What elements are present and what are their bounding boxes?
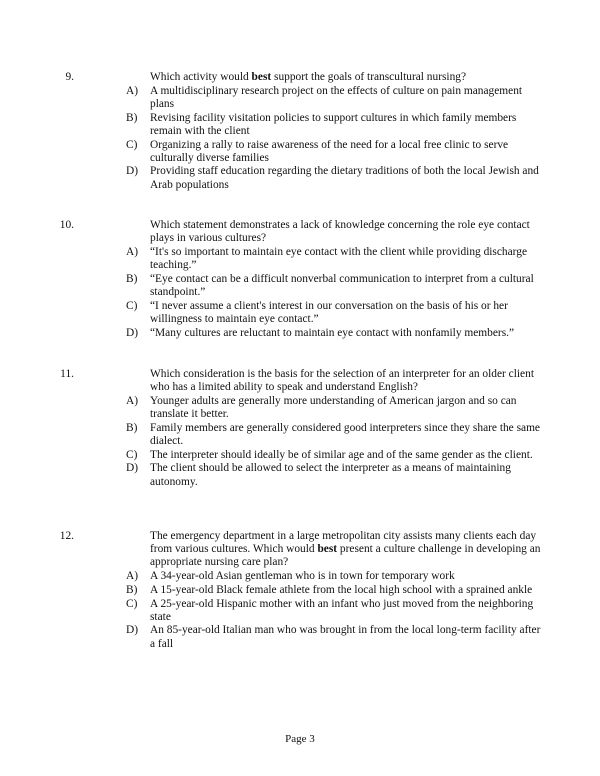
question-number: 11. [60,368,74,380]
option-d [0,624,546,650]
question-number: 10. [59,219,74,231]
option-d [0,462,546,488]
stem-text-part: Which statement demonstrates a lack of knowledge concerning the role eye contact plays in various cultures? [150,219,530,245]
option-label: C) [126,138,138,151]
option-label: D) [126,326,139,339]
stem-emphasis: best [317,543,338,556]
option-text: A 15-year-old Black female athlete from the local high school with a sprained ankle [150,583,533,596]
question-stem [0,530,546,570]
option-text: An 85-year-old Italian man who was brought in from the local long-term facility after a fall [150,624,541,650]
option-text: A 34-year-old Asian gentleman who is in town for temporary work [150,570,455,583]
option-text: Younger adults are generally more understanding of American jargon and so can translate it better. [150,394,517,421]
option-a [0,246,546,272]
question-number: 12. [59,530,74,542]
question-10 [0,219,600,340]
question-11 [0,368,600,489]
option-label: A) [126,394,139,407]
question-number: 9. [65,71,74,83]
stem-text-part: Which activity would [150,71,252,83]
option-label: C) [126,597,138,610]
option-c [0,449,546,462]
option-label: C) [126,299,138,312]
option-text: A multidisciplinary research project on the effects of culture on pain management plans [150,84,523,110]
option-text: A 25-year-old Hispanic mother with an infant who just moved from the neighboring state [150,597,534,623]
option-label: A) [126,570,139,583]
option-label: D) [126,624,139,637]
page-number: Page 3 [285,733,315,745]
stem-text-part: The emergency department in a large metropolitan city assists many clients each day from various cultures. Which would [150,530,537,556]
option-a [0,85,546,111]
option-c [0,598,546,624]
stem-text-part: Which consideration is the basis for the selection of an interpreter for an older client who has a limited ability to speak and understand English? [150,368,534,394]
stem-emphasis: best [251,71,272,83]
question-stem [0,71,546,84]
option-label: B) [126,111,138,124]
option-b [0,422,546,448]
option-label: B) [126,583,138,596]
stem-text-part: support the goals of transcultural nursing? [271,71,467,83]
option-text: The client should be allowed to select the interpreter as a means of maintaining autonomy. [150,462,511,488]
option-a [0,395,546,421]
option-b [0,584,546,597]
option-label: A) [126,84,139,97]
question-stem [0,219,546,245]
option-text: Revising facility visitation policies to support cultures in which family members remain with the client [150,111,517,137]
option-c [0,300,546,326]
option-label: A) [126,245,139,258]
option-label: D) [126,165,139,178]
option-text: “I never assume a client's interest in our conversation on the basis of his or her willingness to maintain eye contact.” [150,299,508,325]
option-d [0,165,546,191]
option-text: “It's so important to maintain eye contact with the client while providing discharge teaching.” [150,245,528,272]
option-text: Family members are generally considered good interpreters since they share the same dialect. [150,421,540,448]
option-text: “Eye contact can be a difficult nonverbal communication to interpret from a cultural standpoint.” [150,272,534,299]
option-a [0,570,546,583]
option-label: B) [126,272,138,285]
question-12 [0,530,600,651]
option-label: C) [126,448,138,461]
option-text: “Many cultures are reluctant to maintain eye contact with nonfamily members.” [150,326,515,339]
option-b [0,273,546,299]
option-text: Providing staff education regarding the dietary traditions of both the local Jewish and Arab populations [150,165,539,191]
stem-text-part: present a culture challenge in developing an appropriate nursing care plan? [150,543,541,569]
question-9 [0,71,600,192]
option-label: B) [126,421,138,434]
option-label: D) [126,462,139,475]
option-text: Organizing a rally to raise awareness of the need for a local free clinic to serve culturally diverse families [150,138,509,164]
option-b [0,112,546,138]
option-d [0,327,546,340]
question-stem [0,368,546,394]
option-text: The interpreter should ideally be of similar age and of the same gender as the client. [150,448,533,461]
option-c [0,139,546,165]
